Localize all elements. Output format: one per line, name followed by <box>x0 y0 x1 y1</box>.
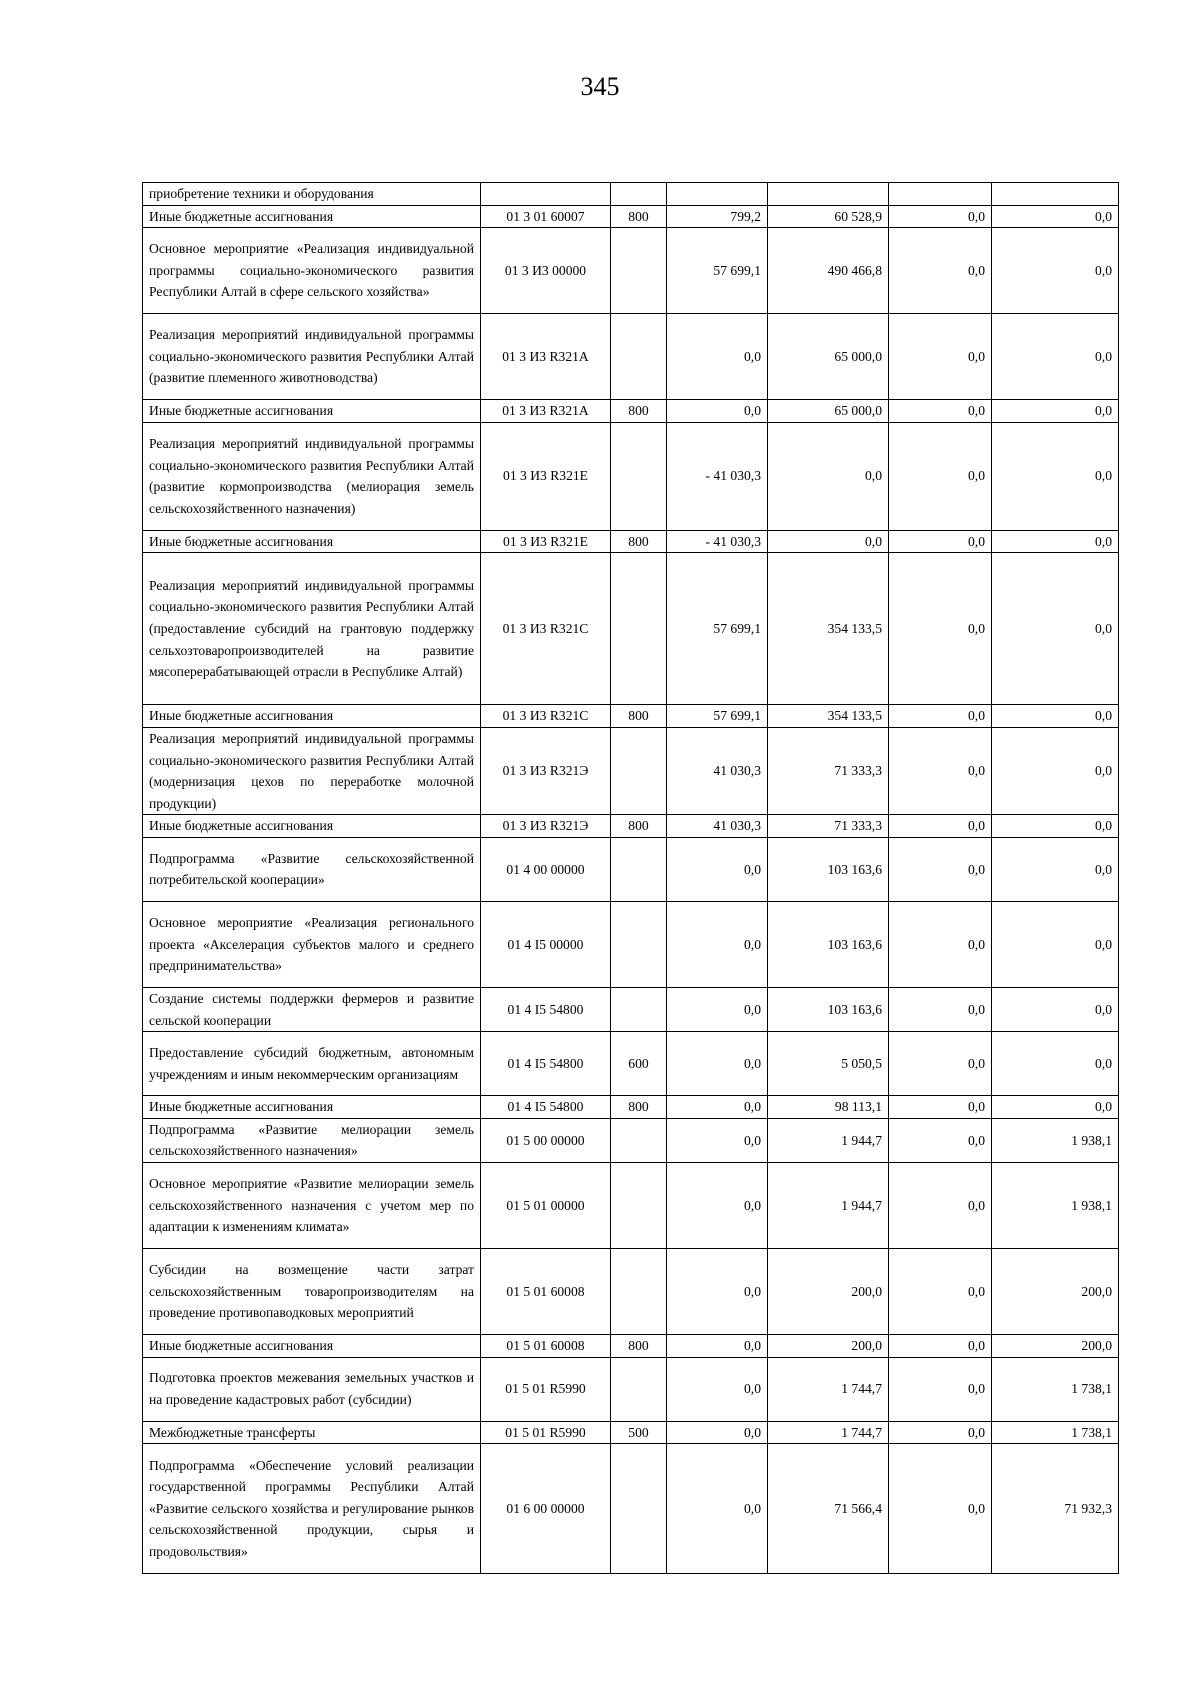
row-amount-4: 0,0 <box>992 422 1119 530</box>
row-amount-1: 57 699,1 <box>667 228 768 314</box>
row-description: Основное мероприятие «Реализация индивидуальной программы социально-экономического развития Республики Алтай в сфере сельского хозяйства» <box>143 228 481 314</box>
row-expense-type: 600 <box>611 1032 667 1096</box>
row-amount-2: 200,0 <box>768 1334 889 1357</box>
row-amount-1: 0,0 <box>667 314 768 400</box>
row-amount-3: 0,0 <box>889 901 992 987</box>
row-target-code: 01 3 И3 00000 <box>481 228 611 314</box>
row-expense-type <box>611 422 667 530</box>
row-amount-4: 200,0 <box>992 1248 1119 1334</box>
row-amount-3: 0,0 <box>889 1357 992 1421</box>
row-amount-2: 1 744,7 <box>768 1421 889 1444</box>
row-amount-1: 0,0 <box>667 1096 768 1119</box>
row-target-code: 01 3 И3 R321A <box>481 400 611 423</box>
row-target-code: 01 4 I5 00000 <box>481 901 611 987</box>
row-amount-3 <box>889 183 992 206</box>
row-amount-1: 0,0 <box>667 1334 768 1357</box>
row-amount-2: 103 163,6 <box>768 901 889 987</box>
row-target-code: 01 3 И3 R321E <box>481 422 611 530</box>
row-amount-2: 1 944,7 <box>768 1118 889 1162</box>
row-amount-1: 57 699,1 <box>667 553 768 705</box>
row-amount-3: 0,0 <box>889 1118 992 1162</box>
table-row <box>143 815 1119 838</box>
row-amount-3: 0,0 <box>889 837 992 901</box>
row-target-code: 01 3 И3 R321E <box>481 530 611 553</box>
row-amount-3: 0,0 <box>889 1334 992 1357</box>
row-expense-type <box>611 1162 667 1248</box>
row-amount-4: 0,0 <box>992 815 1119 838</box>
row-expense-type: 800 <box>611 1334 667 1357</box>
table-row <box>143 205 1119 228</box>
row-amount-3: 0,0 <box>889 1248 992 1334</box>
budget-table <box>142 182 1119 1574</box>
row-amount-2: 98 113,1 <box>768 1096 889 1119</box>
row-expense-type <box>611 987 667 1031</box>
row-amount-4: 200,0 <box>992 1334 1119 1357</box>
row-expense-type <box>611 1357 667 1421</box>
row-amount-2: 200,0 <box>768 1248 889 1334</box>
row-description: Межбюджетные трансферты <box>143 1421 481 1444</box>
row-amount-1: - 41 030,3 <box>667 422 768 530</box>
row-expense-type <box>611 1248 667 1334</box>
row-description: Подпрограмма «Развитие мелиорации земель сельскохозяйственного назначения» <box>143 1118 481 1162</box>
row-amount-2: 5 050,5 <box>768 1032 889 1096</box>
row-amount-3: 0,0 <box>889 815 992 838</box>
row-amount-2 <box>768 183 889 206</box>
row-target-code: 01 5 01 00000 <box>481 1162 611 1248</box>
row-amount-3: 0,0 <box>889 422 992 530</box>
row-amount-2: 103 163,6 <box>768 987 889 1031</box>
table-row <box>143 705 1119 728</box>
row-target-code: 01 5 01 60008 <box>481 1248 611 1334</box>
row-amount-3: 0,0 <box>889 1032 992 1096</box>
row-expense-type: 800 <box>611 530 667 553</box>
row-expense-type <box>611 1118 667 1162</box>
row-amount-2: 71 333,3 <box>768 727 889 814</box>
row-description: Иные бюджетные ассигнования <box>143 530 481 553</box>
row-amount-1: 0,0 <box>667 1357 768 1421</box>
row-amount-2: 1 944,7 <box>768 1162 889 1248</box>
row-description: Реализация мероприятий индивидуальной программы социально-экономического развития Республики Алтай (развитие кормопроизводства (мелиорация земель сельскохозяйственного назначения) <box>143 422 481 530</box>
table-row <box>143 901 1119 987</box>
row-amount-1: 0,0 <box>667 1162 768 1248</box>
row-amount-4: 0,0 <box>992 205 1119 228</box>
table-row <box>143 1096 1119 1119</box>
row-amount-2: 60 528,9 <box>768 205 889 228</box>
row-description: Иные бюджетные ассигнования <box>143 705 481 728</box>
row-description: Иные бюджетные ассигнования <box>143 205 481 228</box>
row-amount-2: 354 133,5 <box>768 705 889 728</box>
table-row <box>143 314 1119 400</box>
row-amount-3: 0,0 <box>889 228 992 314</box>
table-row <box>143 1444 1119 1574</box>
row-target-code: 01 5 01 R5990 <box>481 1357 611 1421</box>
row-description: Реализация мероприятий индивидуальной программы социально-экономического развития Республики Алтай (предоставление субсидий на грантовую поддержку сельхозтоваропроизводителей на развитие мясоперерабатывающей отрасли в Республике Алтай) <box>143 553 481 705</box>
row-amount-3: 0,0 <box>889 205 992 228</box>
row-expense-type: 800 <box>611 1096 667 1119</box>
row-amount-3: 0,0 <box>889 1444 992 1574</box>
row-amount-3: 0,0 <box>889 727 992 814</box>
table-row <box>143 1162 1119 1248</box>
row-expense-type: 800 <box>611 815 667 838</box>
table-row <box>143 1357 1119 1421</box>
row-amount-2: 65 000,0 <box>768 400 889 423</box>
row-expense-type <box>611 183 667 206</box>
row-amount-2: 1 744,7 <box>768 1357 889 1421</box>
row-amount-3: 0,0 <box>889 1421 992 1444</box>
row-expense-type: 800 <box>611 705 667 728</box>
table-row <box>143 987 1119 1031</box>
row-amount-3: 0,0 <box>889 1162 992 1248</box>
row-amount-2: 490 466,8 <box>768 228 889 314</box>
row-amount-4: 0,0 <box>992 1096 1119 1119</box>
row-description: Иные бюджетные ассигнования <box>143 1096 481 1119</box>
row-target-code: 01 4 I5 54800 <box>481 1032 611 1096</box>
row-amount-1: 0,0 <box>667 1444 768 1574</box>
row-amount-2: 354 133,5 <box>768 553 889 705</box>
row-amount-4: 1 738,1 <box>992 1421 1119 1444</box>
row-expense-type <box>611 314 667 400</box>
table-row <box>143 553 1119 705</box>
row-amount-4: 0,0 <box>992 400 1119 423</box>
row-amount-4: 0,0 <box>992 314 1119 400</box>
row-expense-type: 800 <box>611 400 667 423</box>
row-amount-2: 65 000,0 <box>768 314 889 400</box>
row-amount-1 <box>667 183 768 206</box>
row-amount-3: 0,0 <box>889 553 992 705</box>
row-expense-type <box>611 901 667 987</box>
row-target-code: 01 3 01 60007 <box>481 205 611 228</box>
row-amount-1: 0,0 <box>667 400 768 423</box>
row-target-code <box>481 183 611 206</box>
row-amount-1: - 41 030,3 <box>667 530 768 553</box>
row-amount-4: 1 938,1 <box>992 1118 1119 1162</box>
row-target-code: 01 4 I5 54800 <box>481 987 611 1031</box>
row-amount-4: 0,0 <box>992 553 1119 705</box>
row-amount-4: 0,0 <box>992 1032 1119 1096</box>
row-amount-1: 0,0 <box>667 1118 768 1162</box>
row-amount-1: 0,0 <box>667 837 768 901</box>
row-amount-4: 0,0 <box>992 987 1119 1031</box>
row-amount-1: 41 030,3 <box>667 727 768 814</box>
row-amount-4: 71 932,3 <box>992 1444 1119 1574</box>
table-row <box>143 1248 1119 1334</box>
row-amount-3: 0,0 <box>889 314 992 400</box>
row-amount-1: 799,2 <box>667 205 768 228</box>
row-target-code: 01 3 И3 R321Э <box>481 727 611 814</box>
row-amount-3: 0,0 <box>889 400 992 423</box>
table-row <box>143 727 1119 814</box>
row-description: Реализация мероприятий индивидуальной программы социально-экономического развития Республики Алтай (развитие племенного животноводства) <box>143 314 481 400</box>
table-row <box>143 400 1119 423</box>
row-amount-1: 0,0 <box>667 1421 768 1444</box>
row-expense-type <box>611 837 667 901</box>
row-target-code: 01 5 01 60008 <box>481 1334 611 1357</box>
table-row <box>143 1334 1119 1357</box>
row-amount-4: 0,0 <box>992 901 1119 987</box>
row-amount-4: 1 738,1 <box>992 1357 1119 1421</box>
table-body <box>143 183 1119 1574</box>
row-amount-1: 41 030,3 <box>667 815 768 838</box>
row-expense-type <box>611 1444 667 1574</box>
table-row <box>143 1421 1119 1444</box>
row-description: Иные бюджетные ассигнования <box>143 1334 481 1357</box>
row-amount-3: 0,0 <box>889 530 992 553</box>
row-target-code: 01 5 01 R5990 <box>481 1421 611 1444</box>
row-amount-4: 0,0 <box>992 837 1119 901</box>
row-target-code: 01 3 И3 R321Э <box>481 815 611 838</box>
row-target-code: 01 3 И3 R321A <box>481 314 611 400</box>
row-amount-1: 0,0 <box>667 1248 768 1334</box>
row-description: Реализация мероприятий индивидуальной программы социально-экономического развития Республики Алтай (модернизация цехов по переработке молочной продукции) <box>143 727 481 814</box>
row-expense-type: 800 <box>611 205 667 228</box>
row-expense-type <box>611 727 667 814</box>
row-amount-3: 0,0 <box>889 1096 992 1119</box>
row-expense-type: 500 <box>611 1421 667 1444</box>
table-row <box>143 1118 1119 1162</box>
row-amount-2: 103 163,6 <box>768 837 889 901</box>
row-description: Создание системы поддержки фермеров и развитие сельской кооперации <box>143 987 481 1031</box>
row-description: Основное мероприятие «Реализация регионального проекта «Акселерация субъектов малого и среднего предпринимательства» <box>143 901 481 987</box>
row-amount-4 <box>992 183 1119 206</box>
row-target-code: 01 6 00 00000 <box>481 1444 611 1574</box>
row-amount-4: 0,0 <box>992 727 1119 814</box>
row-amount-1: 0,0 <box>667 1032 768 1096</box>
row-amount-2: 71 566,4 <box>768 1444 889 1574</box>
table-row <box>143 1032 1119 1096</box>
row-description: Иные бюджетные ассигнования <box>143 815 481 838</box>
row-target-code: 01 3 И3 R321C <box>481 705 611 728</box>
row-target-code: 01 3 И3 R321C <box>481 553 611 705</box>
row-amount-2: 0,0 <box>768 530 889 553</box>
row-description: Подготовка проектов межевания земельных участков и на проведение кадастровых работ (субсидии) <box>143 1357 481 1421</box>
page-number: 345 <box>580 72 620 101</box>
row-expense-type <box>611 553 667 705</box>
row-description: Субсидии на возмещение части затрат сельскохозяйственным товаропроизводителям на проведение противопаводковых мероприятий <box>143 1248 481 1334</box>
table-row <box>143 422 1119 530</box>
row-description: приобретение техники и оборудования <box>143 183 481 206</box>
row-amount-1: 57 699,1 <box>667 705 768 728</box>
row-target-code: 01 5 00 00000 <box>481 1118 611 1162</box>
row-description: Основное мероприятие «Развитие мелиорации земель сельскохозяйственного назначения с учетом мер по адаптации к изменениям климата» <box>143 1162 481 1248</box>
row-amount-2: 0,0 <box>768 422 889 530</box>
row-amount-4: 1 938,1 <box>992 1162 1119 1248</box>
row-amount-4: 0,0 <box>992 705 1119 728</box>
row-description: Подпрограмма «Обеспечение условий реализации государственной программы Республики Алтай «Развитие сельского хозяйства и регулирование рынков сельскохозяйственной продукции, сырья и продовольствия» <box>143 1444 481 1574</box>
row-amount-4: 0,0 <box>992 530 1119 553</box>
table-row <box>143 837 1119 901</box>
row-description: Иные бюджетные ассигнования <box>143 400 481 423</box>
row-amount-3: 0,0 <box>889 705 992 728</box>
table-row <box>143 228 1119 314</box>
row-expense-type <box>611 228 667 314</box>
row-description: Предоставление субсидий бюджетным, автономным учреждениям и иным некоммерческим организациям <box>143 1032 481 1096</box>
table-row <box>143 530 1119 553</box>
row-target-code: 01 4 00 00000 <box>481 837 611 901</box>
row-amount-3: 0,0 <box>889 987 992 1031</box>
row-amount-1: 0,0 <box>667 901 768 987</box>
row-amount-4: 0,0 <box>992 228 1119 314</box>
row-description: Подпрограмма «Развитие сельскохозяйственной потребительской кооперации» <box>143 837 481 901</box>
row-amount-2: 71 333,3 <box>768 815 889 838</box>
row-target-code: 01 4 I5 54800 <box>481 1096 611 1119</box>
row-amount-1: 0,0 <box>667 987 768 1031</box>
table-row <box>143 183 1119 206</box>
